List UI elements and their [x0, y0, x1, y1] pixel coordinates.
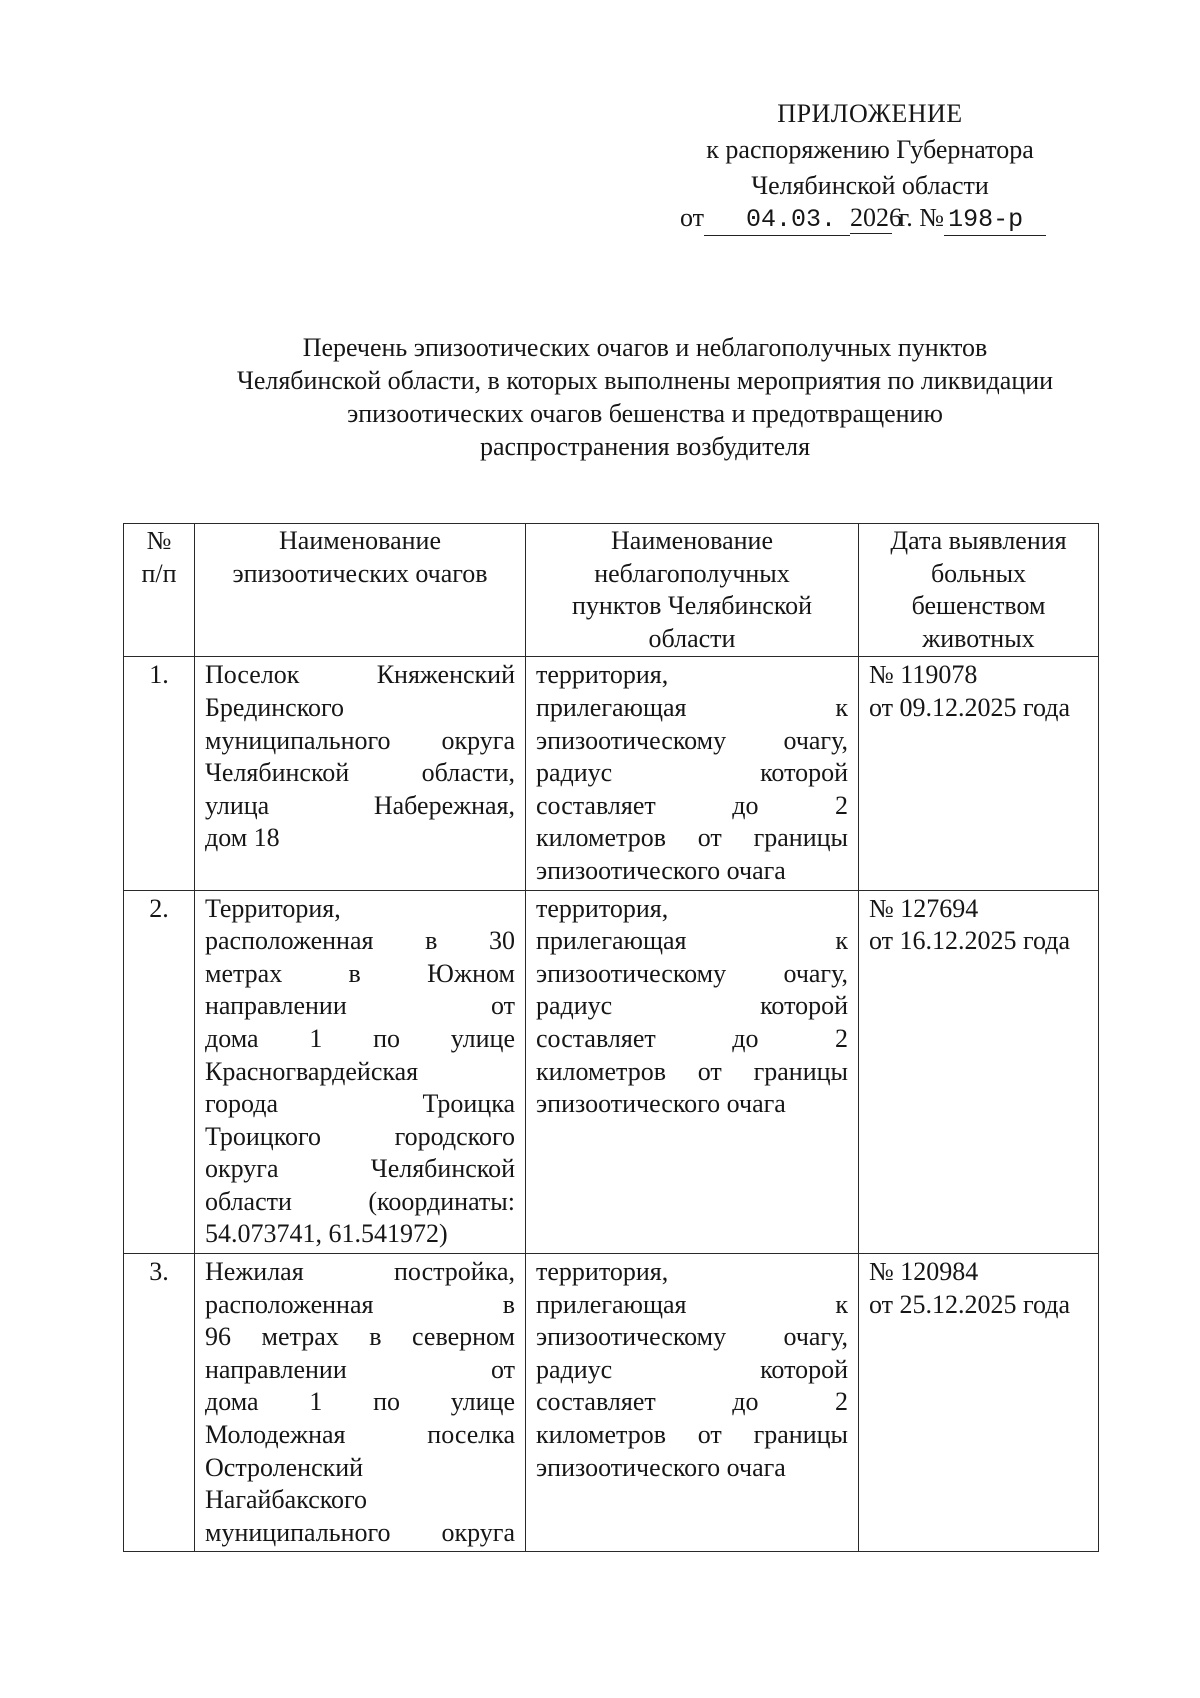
- cell-line: Нагайбакского: [205, 1485, 368, 1515]
- title-line: эпизоотических очагов бешенства и предотвращению: [347, 399, 943, 428]
- header-line: области: [648, 623, 736, 653]
- header-line: больных: [930, 558, 1027, 588]
- cell-line: метрах в Южном: [205, 958, 515, 988]
- focus-cell: [195, 1254, 526, 1552]
- cell-line: территория,: [536, 660, 669, 690]
- order-number-prefix: г. №: [898, 203, 945, 232]
- date-cell: [859, 890, 1099, 1254]
- cell-line: города Троицка: [205, 1089, 515, 1119]
- cell-line: эпизоотическому очагу,: [536, 958, 848, 988]
- order-date-line: [680, 200, 1100, 236]
- cell-line: 96 метрах в северном: [205, 1322, 515, 1352]
- cell-line: дома 1 по улице: [205, 1387, 515, 1417]
- focus-cell: [195, 890, 526, 1254]
- cell-line: составляет до 2: [536, 1387, 848, 1417]
- cell-line: эпизоотическому очагу,: [536, 725, 848, 755]
- cell-line: муниципального округа: [205, 1517, 515, 1547]
- cell-line: дом 18: [205, 823, 280, 853]
- cell-line: километров от границы: [536, 1056, 848, 1086]
- header-line: Наименование: [611, 526, 773, 555]
- detection-number: № 127694: [869, 893, 979, 923]
- order-date: 04.03.: [704, 205, 850, 236]
- header-cell-date: [859, 524, 1099, 657]
- cell-line: эпизоотического очага: [536, 1089, 786, 1119]
- appendix-header: [640, 96, 1100, 204]
- title-line: распространения возбудителя: [479, 432, 811, 461]
- cell-line: Остроленский: [205, 1452, 364, 1482]
- title-line: Челябинской области, в которых выполнены мероприятия по ликвидации: [236, 366, 1054, 395]
- detection-date: от 09.12.2025 года: [869, 692, 1071, 722]
- header-line: животных: [922, 623, 1035, 653]
- cell-line: радиус которой: [536, 758, 848, 788]
- focus-cell: [195, 657, 526, 890]
- detection-number: № 120984: [869, 1257, 979, 1287]
- cell-line: Нежилая постройка,: [205, 1257, 515, 1287]
- cell-line: расположенная в: [205, 1289, 515, 1319]
- title-line: Перечень эпизоотических очагов и неблагополучных пунктов: [302, 333, 988, 362]
- document-title: [180, 331, 1110, 463]
- cell-line: эпизоотического очага: [536, 1452, 786, 1482]
- date-cell: [859, 657, 1099, 890]
- cell-line: Брединского: [205, 692, 345, 722]
- order-number: 198-р: [944, 205, 1046, 236]
- cell-line: 54.073741, 61.541972): [205, 1219, 448, 1249]
- cell-line: дома 1 по улице: [205, 1023, 515, 1053]
- cell-line: километров от границы: [536, 1420, 848, 1450]
- cell-line: километров от границы: [536, 823, 848, 853]
- cell-line: расположенная в 30: [205, 926, 515, 956]
- appendix-title: ПРИЛОЖЕНИЕ: [777, 99, 963, 128]
- header-line: неблагополучных: [594, 558, 790, 588]
- cell-line: эпизоотическому очагу,: [536, 1322, 848, 1352]
- detection-date: от 16.12.2025 года: [869, 926, 1071, 956]
- order-year: 2026: [850, 203, 903, 232]
- row-number: 2.: [124, 890, 195, 1254]
- header-line: бешенством: [911, 591, 1046, 621]
- cell-line: Челябинской области,: [205, 758, 515, 788]
- cell-line: Молодежная поселка: [205, 1420, 515, 1450]
- header-line: №: [146, 526, 172, 555]
- area-cell: [526, 1254, 859, 1552]
- table-row: [124, 890, 1099, 1254]
- cell-line: Красногвардейская: [205, 1056, 419, 1086]
- appendix-region: Челябинской области: [751, 171, 989, 200]
- cell-line: Территория,: [205, 893, 341, 923]
- detection-date: от 25.12.2025 года: [869, 1289, 1071, 1319]
- table-row: [124, 657, 1099, 890]
- cell-line: территория,: [536, 893, 669, 923]
- appendix-reference: к распоряжению Губернатора: [706, 135, 1034, 164]
- cell-line: муниципального округа: [205, 725, 515, 755]
- cell-line: составляет до 2: [536, 1023, 848, 1053]
- area-cell: [526, 890, 859, 1254]
- header-line: п/п: [141, 558, 177, 588]
- cell-line: прилегающая к: [536, 1289, 848, 1319]
- header-line: Наименование: [279, 526, 441, 555]
- date-prefix: от: [680, 203, 705, 232]
- header-cell-focus: [195, 524, 526, 657]
- cell-line: направлении от: [205, 1354, 515, 1384]
- cell-line: направлении от: [205, 991, 515, 1021]
- cell-line: территория,: [536, 1257, 669, 1287]
- foci-table: [123, 523, 1099, 1552]
- header-line: эпизоотических очагов: [232, 558, 488, 588]
- cell-line: прилегающая к: [536, 926, 848, 956]
- row-number: 1.: [124, 657, 195, 890]
- area-cell: [526, 657, 859, 890]
- row-number: 3.: [124, 1254, 195, 1552]
- header-cell-number: [124, 524, 195, 657]
- table-row: [124, 1254, 1099, 1552]
- cell-line: прилегающая к: [536, 692, 848, 722]
- date-cell: [859, 1254, 1099, 1552]
- detection-number: № 119078: [869, 660, 978, 690]
- cell-line: округа Челябинской: [205, 1154, 515, 1184]
- cell-line: Поселок Княженский: [205, 660, 515, 690]
- cell-line: области (координаты:: [205, 1186, 515, 1216]
- cell-line: радиус которой: [536, 991, 848, 1021]
- cell-line: Троицкого городского: [205, 1121, 515, 1151]
- cell-line: радиус которой: [536, 1354, 848, 1384]
- cell-line: улица Набережная,: [205, 790, 515, 820]
- header-line: Дата выявления: [890, 526, 1067, 555]
- header-line: пунктов Челябинской: [571, 591, 813, 621]
- table-header-row: [124, 524, 1099, 657]
- cell-line: составляет до 2: [536, 790, 848, 820]
- cell-line: эпизоотического очага: [536, 855, 786, 885]
- header-cell-area: [526, 524, 859, 657]
